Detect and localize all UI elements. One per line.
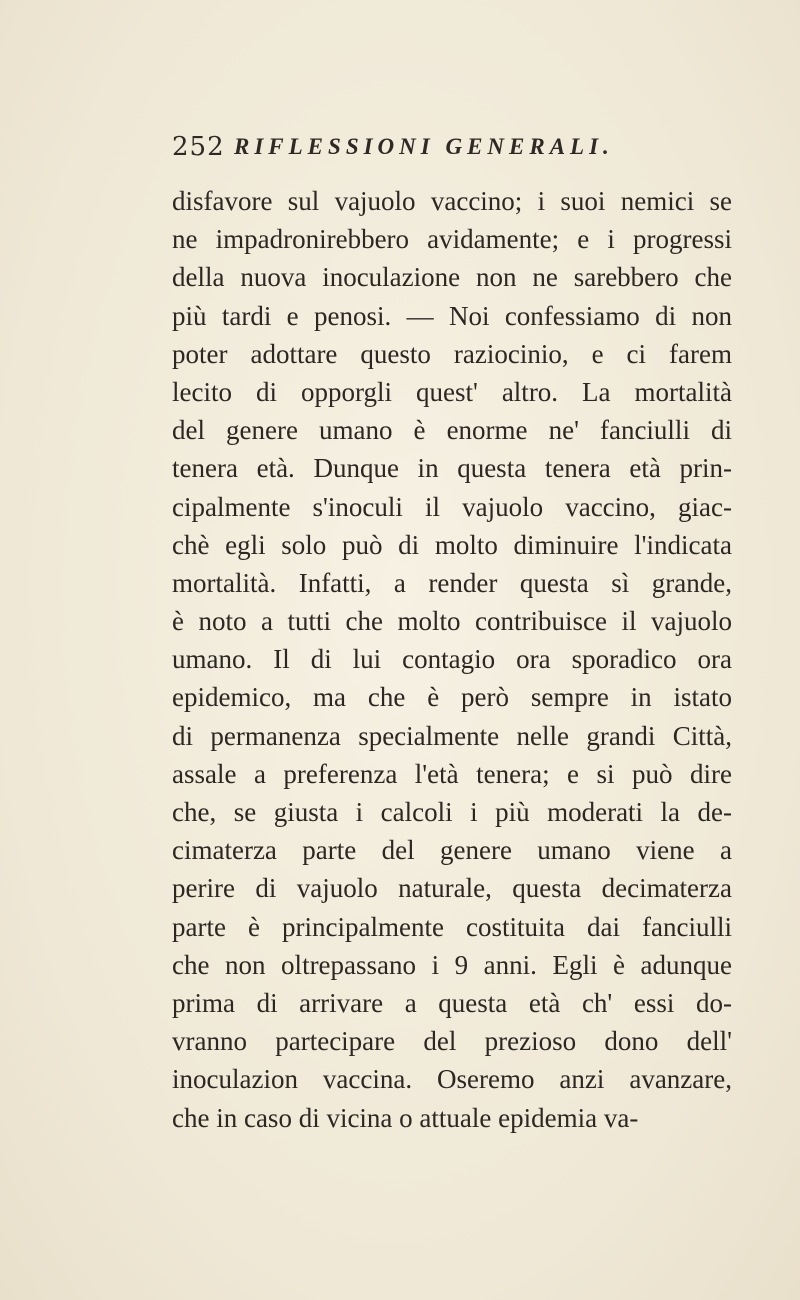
text-line: tenera età. Dunque in questa tenera età prin-	[172, 453, 732, 484]
text-line: umano. Il di lui contagio ora sporadico ora	[172, 644, 732, 675]
text-line: lecito di opporgli quest' altro. La mortalità	[172, 376, 732, 407]
text-line: che in caso di vicina o attuale epidemia va-	[172, 1102, 639, 1133]
text-line: che, se giusta i calcoli i più moderati la de-	[172, 797, 732, 827]
text-line: disfavore sul vajuolo vaccino; i suoi nemici se	[172, 186, 732, 216]
text-line: inoculazion vaccina. Oseremo anzi avanzare,	[172, 1064, 732, 1095]
text-line: più tardi e penosi. — Noi confessiamo di non	[172, 300, 732, 331]
text-line: poter adottare questo raziocinio, e ci farem	[172, 338, 732, 369]
text-line: chè egli solo può di molto diminuire l'indicata	[172, 529, 732, 560]
text-line: ne impadronirebbero avidamente; e i progressi	[172, 224, 732, 255]
text-line: della nuova inoculazione non ne sarebbero che	[172, 262, 732, 293]
text-line: prima di arrivare a questa età ch' essi do-	[172, 987, 732, 1018]
page-number: 252	[172, 132, 225, 162]
text-line: che non oltrepassano i 9 anni. Egli è adunque	[172, 949, 732, 980]
text-line: assale a preferenza l'età tenera; e si può dire	[172, 758, 732, 789]
text-line: mortalità. Infatti, a render questa sì grande,	[172, 567, 732, 598]
text-line: del genere umano è enorme ne' fanciulli di	[172, 415, 732, 446]
page-header	[172, 132, 732, 172]
text-line: cimaterza parte del genere umano viene a	[172, 835, 732, 866]
text-line: cipalmente s'inoculi il vajuolo vaccino, giac-	[172, 491, 732, 522]
text-line: di permanenza specialmente nelle grandi Città,	[172, 720, 732, 751]
text-line: vranno partecipare del prezioso dono dell'	[172, 1026, 732, 1057]
running-title: RIFLESSIONI GENERALI.	[234, 134, 614, 159]
text-line: perire di vajuolo naturale, questa decimaterza	[172, 873, 732, 904]
body-text	[172, 182, 732, 1137]
text-line: parte è principalmente costituita dai fanciulli	[172, 911, 732, 942]
text-line: epidemico, ma che è però sempre in istato	[172, 682, 732, 713]
text-line: è noto a tutti che molto contribuisce il vajuolo	[172, 606, 732, 637]
